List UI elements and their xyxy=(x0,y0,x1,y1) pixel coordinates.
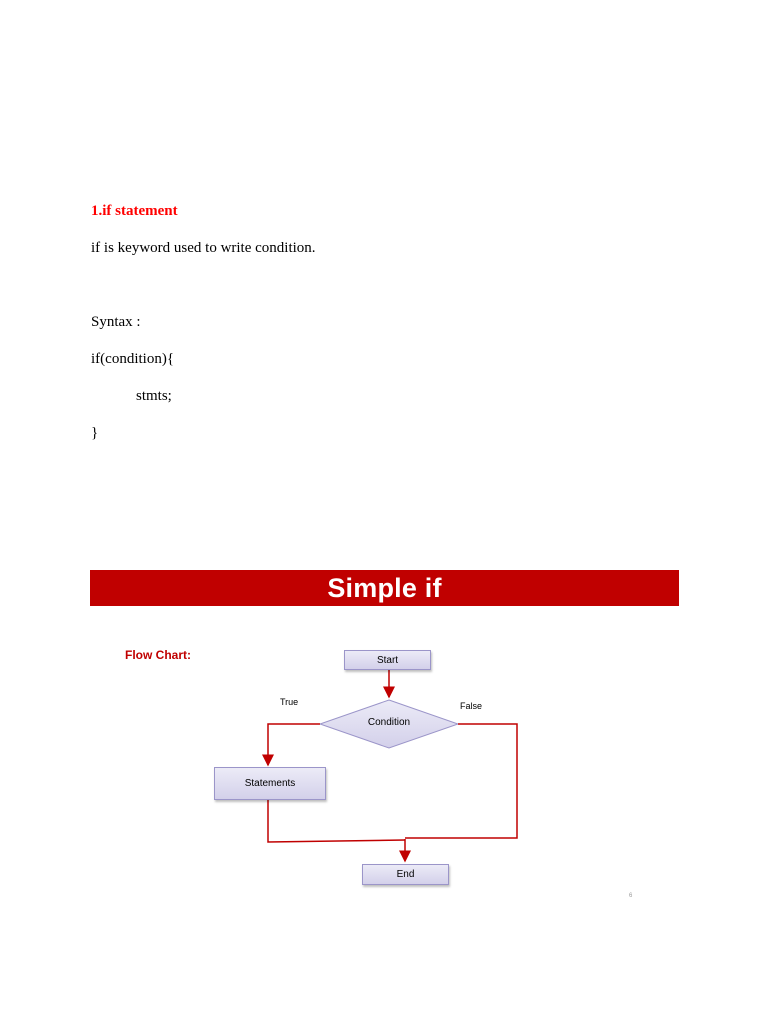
statements-node-label: Statements xyxy=(244,778,296,789)
end-node xyxy=(362,864,449,885)
start-node xyxy=(344,650,431,670)
statements-node xyxy=(214,767,326,800)
flow-chart-label: Flow Chart: xyxy=(125,648,191,662)
code-line-stmts: stmts; xyxy=(136,388,172,404)
section-heading: 1.if statement xyxy=(91,203,178,219)
code-line-if: if(condition){ xyxy=(91,351,175,367)
arrow-true-branch xyxy=(268,724,320,765)
start-node-label: Start xyxy=(376,654,399,666)
false-label: False xyxy=(460,701,483,711)
condition-node-label: Condition xyxy=(367,717,411,728)
arrow-statements-merge xyxy=(268,799,405,842)
description-text: if is keyword used to write condition. xyxy=(91,240,316,256)
code-line-close: } xyxy=(91,425,99,441)
arrow-false-branch xyxy=(405,724,517,838)
banner-title: Simple if xyxy=(327,572,442,603)
page-number: 6 xyxy=(629,893,633,899)
syntax-label: Syntax : xyxy=(91,314,141,330)
end-node-label: End xyxy=(396,869,415,880)
true-label: True xyxy=(280,697,299,707)
